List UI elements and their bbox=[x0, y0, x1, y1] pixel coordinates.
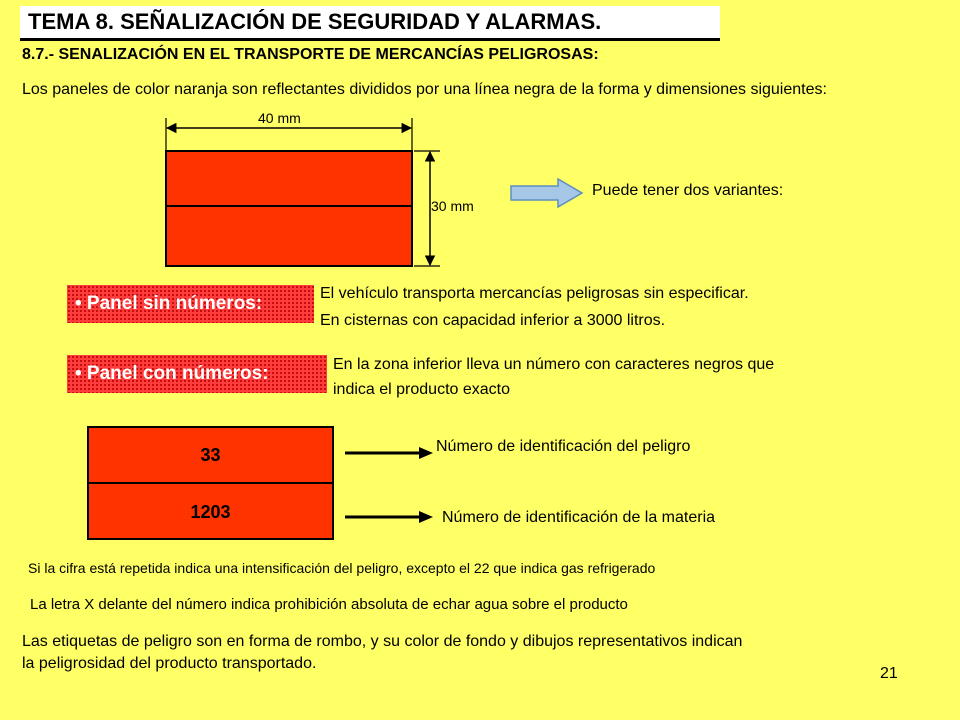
right-arrow-icon bbox=[510, 178, 584, 208]
page-number: 21 bbox=[880, 665, 898, 682]
numbered-panel bbox=[87, 426, 334, 540]
hazard-caption: Número de identificación del peligro bbox=[436, 438, 691, 455]
width-label: 40 mm bbox=[258, 110, 301, 126]
note-repeat: Si la cifra está repetida indica una intensificación del peligro, excepto el 22 que indica gas refrigerado bbox=[28, 560, 656, 576]
panel-con-numeros-desc-line1: En la zona inferior lleva un número con caracteres negros que bbox=[333, 356, 775, 373]
orange-panel bbox=[166, 151, 412, 266]
intro-text: Los paneles de color naranja son reflectantes divididos por una línea negra de la forma y dimensiones siguientes: bbox=[22, 81, 827, 98]
panel-sin-numeros-tag: • Panel sin números: bbox=[67, 285, 314, 323]
variants-text: Puede tener dos variantes: bbox=[592, 182, 784, 199]
substance-caption: Número de identificación de la materia bbox=[442, 509, 716, 526]
height-label: 30 mm bbox=[431, 198, 474, 214]
arrow-right-icon bbox=[345, 509, 435, 525]
section-subtitle: 8.7.- SENALIZACIÓN EN EL TRANSPORTE DE MERCANCÍAS PELIGROSAS: bbox=[22, 46, 599, 63]
note-labels-line1: Las etiquetas de peligro son en forma de rombo, y su color de fondo y dibujos representativos indican bbox=[22, 633, 743, 650]
substance-code: 1203 bbox=[190, 501, 231, 522]
note-letter-x: La letra X delante del número indica prohibición absoluta de echar agua sobre el producto bbox=[30, 596, 628, 613]
panel-con-numeros-desc-line2: indica el producto exacto bbox=[333, 381, 510, 398]
panel-sin-numeros-desc-line1: El vehículo transporta mercancías peligrosas sin especificar. bbox=[320, 285, 749, 302]
page-title: TEMA 8. SEÑALIZACIÓN DE SEGURIDAD Y ALARMAS. bbox=[28, 9, 602, 34]
dimension-diagram bbox=[150, 118, 510, 274]
note-labels-line2: la peligrosidad del producto transportado. bbox=[22, 655, 317, 672]
panel-sin-numeros-desc-line2: En cisternas con capacidad inferior a 3000 litros. bbox=[320, 312, 666, 329]
hazard-code: 33 bbox=[89, 428, 332, 484]
panel-con-numeros-tag: • Panel con números: bbox=[67, 355, 327, 393]
arrow-right-icon bbox=[345, 445, 435, 461]
